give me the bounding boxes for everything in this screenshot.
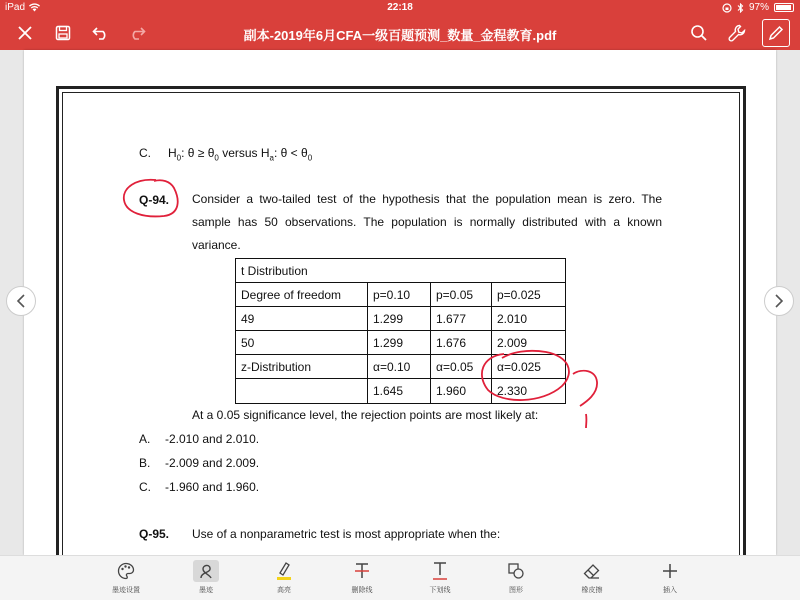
pen-icon — [768, 25, 784, 41]
option-b-letter: B. — [139, 456, 151, 470]
question-stem: At a 0.05 significance level, the rejection points are most likely at: — [192, 408, 539, 422]
table-cell: α=0.05 — [431, 355, 492, 378]
battery-percent: 97% — [748, 2, 769, 13]
table-cell: 50 — [236, 331, 368, 354]
option-a-text: -2.010 and 2.010. — [165, 432, 260, 446]
table-header-cell: p=0.025 — [497, 288, 541, 302]
bluetooth-icon — [737, 3, 744, 13]
tool-label: 橡皮擦 — [581, 586, 603, 594]
table-cell: 1.299 — [368, 307, 431, 330]
document-title: 副本-2019年6月CFA一级百题预测_数量_金程教育.pdf — [243, 28, 557, 43]
battery-icon — [774, 3, 794, 12]
table-cell: 2.010 — [497, 312, 528, 326]
table-cell: 1.677 — [431, 307, 492, 330]
tool-shapes[interactable] — [486, 560, 546, 595]
tool-insert[interactable] — [640, 560, 700, 595]
distribution-table — [235, 258, 566, 404]
question-95-text: Use of a nonparametric test is most appropriate when the: — [192, 527, 501, 541]
table-row — [236, 307, 565, 331]
table-cell: α=0.10 — [368, 355, 431, 378]
table-cell: z-Distribution — [236, 355, 368, 378]
annotate-button[interactable] — [762, 19, 790, 47]
lock-rotation-icon — [722, 3, 732, 13]
option-c-prev-text: $H_0$: $\theta \ge \theta_0$ versus $H_a$: $\theta < \theta_0$ — [168, 146, 313, 163]
palette-icon — [117, 562, 135, 580]
eraser-icon — [583, 562, 601, 580]
table-title-row — [236, 259, 565, 283]
annotation-toolbar — [0, 555, 800, 600]
question-95-number: Q-95. — [139, 527, 170, 541]
ink-icon — [198, 562, 214, 580]
underline-icon — [431, 561, 449, 581]
question-number: Q-94. — [139, 193, 170, 207]
status-bar — [0, 0, 800, 16]
table-cell: 2.330 — [497, 384, 528, 398]
option-c-text: -1.960 and 1.960. — [165, 480, 260, 494]
pdf-page[interactable] — [24, 50, 776, 555]
table-cell: 1.676 — [431, 331, 492, 354]
table-cell: 2.009 — [497, 336, 528, 350]
table-header-cell: p=0.05 — [431, 283, 492, 306]
tools-button[interactable] — [724, 20, 750, 46]
tool-label: 插入 — [663, 586, 677, 594]
option-c-prev-letter: C. — [139, 146, 151, 160]
tool-label: 下划线 — [429, 586, 451, 594]
tool-label: 删除线 — [351, 586, 373, 594]
search-icon — [690, 24, 708, 42]
table-header-row — [236, 283, 565, 307]
shapes-icon — [507, 562, 525, 580]
option-b-text: -2.009 and 2.009. — [165, 456, 260, 470]
chevron-right-icon — [774, 294, 784, 308]
table-row — [236, 355, 565, 379]
highlighter-icon — [275, 561, 293, 581]
tool-ink[interactable] — [176, 560, 236, 595]
tool-label: 高亮 — [277, 586, 291, 594]
question-text: Consider a two-tailed test of the hypothesis that the population mean is zero. The sample has 50 observations. The population is normally distributed with a known variance. — [192, 192, 662, 252]
table-cell: 49 — [236, 307, 368, 330]
plus-icon — [661, 562, 679, 580]
option-a-letter: A. — [139, 432, 151, 446]
option-c-letter: C. — [139, 480, 151, 494]
table-title: t Distribution — [241, 264, 308, 278]
tool-label: 墨迹设置 — [112, 586, 140, 594]
table-cell: 1.645 — [368, 379, 431, 403]
table-cell: 1.299 — [368, 331, 431, 354]
table-header-cell: Degree of freedom — [236, 283, 368, 306]
tool-ink-settings[interactable] — [96, 560, 156, 595]
tool-highlight[interactable] — [254, 560, 314, 595]
status-right — [722, 2, 794, 13]
table-cell: 1.960 — [431, 379, 492, 403]
device-label: iPad — [5, 2, 26, 13]
table-cell: α=0.025 — [497, 360, 541, 374]
table-header-cell: p=0.10 — [368, 283, 431, 306]
tool-eraser[interactable] — [562, 560, 622, 595]
chevron-left-icon — [16, 294, 26, 308]
next-page-button[interactable] — [764, 286, 794, 316]
wrench-icon — [728, 24, 746, 42]
tool-underline[interactable] — [410, 560, 470, 595]
strikethrough-icon — [353, 561, 371, 581]
search-button[interactable] — [686, 20, 712, 46]
app-toolbar — [0, 16, 800, 50]
tool-label: 图形 — [509, 586, 523, 594]
tool-strikethrough[interactable] — [332, 560, 392, 595]
prev-page-button[interactable] — [6, 286, 36, 316]
tool-label: 墨迹 — [199, 586, 213, 594]
table-row — [236, 379, 565, 403]
table-row — [236, 331, 565, 355]
table-cell — [236, 379, 368, 403]
clock: 22:18 — [387, 2, 413, 13]
